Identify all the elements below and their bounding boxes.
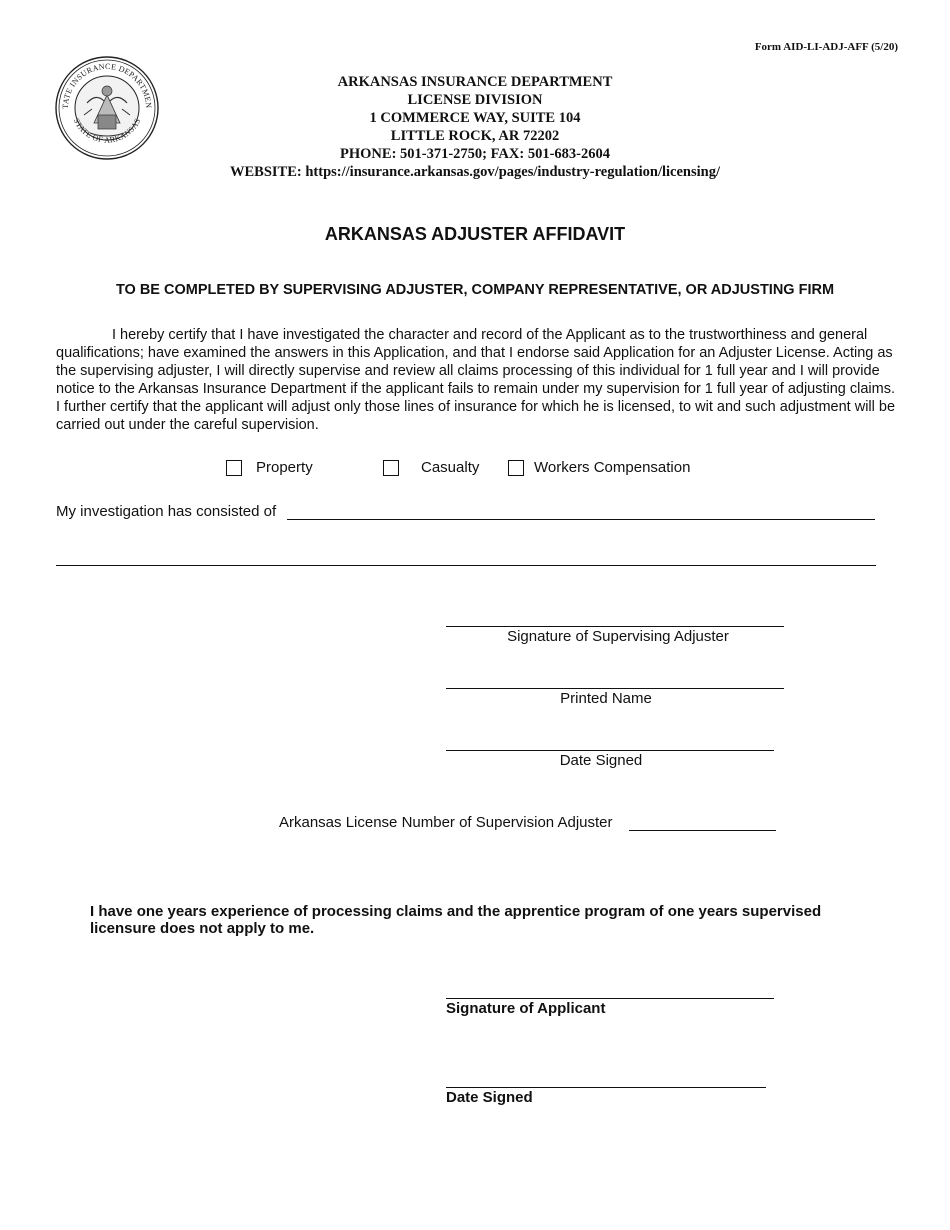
header-line-city: LITTLE ROCK, AR 72202 — [390, 128, 560, 144]
casualty-label: Casualty — [421, 459, 480, 476]
certification-paragraph: I hereby certify that I have investigated the character and record of the Applicant as to the trustworthiness and general qualifications; have examined the answers in this Application, and that I endorse said Application for an Adjuster License. Acting as the supervising adjuster, I will directly supervise and review all claims processing of this individual for 1 full year and I will provide notice to the Arkansas Insurance Department if the applicant fails to remain under my supervision for 1 full year of adjusting claims. I further certify that the applicant will adjust only those lines of insurance for which he is licensed, to wit and such adjustment will be carried out under the careful supervision. — [56, 327, 896, 433]
workers-comp-checkbox[interactable] — [508, 460, 524, 476]
header-line-phone: PHONE: 501-371-2750; FAX: 501-683-2604 — [340, 146, 610, 162]
applicant-date-label: Date Signed — [446, 1089, 533, 1106]
casualty-checkbox[interactable] — [383, 460, 399, 476]
page-subtitle: TO BE COMPLETED BY SUPERVISING ADJUSTER, COMPANY REPRESENTATIVE, OR ADJUSTING FIRM — [115, 282, 835, 298]
header-line-division: LICENSE DIVISION — [407, 92, 543, 108]
investigation-label: My investigation has consisted of — [56, 503, 277, 520]
header-line-department: ARKANSAS INSURANCE DEPARTMENT — [337, 74, 613, 90]
workers-comp-option[interactable] — [508, 459, 690, 476]
seal-bottom-text: STATE OF ARKANSAS — [71, 116, 143, 145]
header-line-address: 1 COMMERCE WAY, SUITE 104 — [369, 110, 581, 126]
casualty-option[interactable] — [383, 459, 479, 476]
header-line-website: WEBSITE: https://insurance.arkansas.gov/pages/industry-regulation/licensing/ — [230, 164, 720, 180]
license-number-label: Arkansas License Number of Supervision Adjuster — [279, 814, 613, 831]
supervisor-date-line[interactable] — [446, 750, 774, 751]
investigation-input-line-2[interactable] — [56, 565, 876, 566]
applicant-signature-line[interactable] — [446, 998, 774, 999]
applicant-signature-label: Signature of Applicant — [446, 1000, 606, 1017]
workers-comp-label: Workers Compensation — [534, 459, 691, 476]
supervisor-signature-line[interactable] — [446, 626, 784, 627]
property-option[interactable] — [226, 459, 313, 476]
supervisor-date-label: Date Signed — [559, 752, 643, 769]
license-number-line[interactable] — [629, 830, 776, 831]
printed-name-label: Printed Name — [560, 690, 652, 707]
form-id: Form AID-LI-ADJ-AFF (5/20) — [754, 41, 898, 53]
seal-top-text: TATE INSURANCE DEPARTMEN — [60, 61, 154, 109]
department-header — [0, 73, 950, 181]
experience-statement: I have one years experience of processing claims and the apprentice program of one years supervised licensure does not apply to me. — [90, 903, 822, 937]
printed-name-line[interactable] — [446, 688, 784, 689]
investigation-input-line-1[interactable] — [287, 519, 875, 520]
applicant-date-line[interactable] — [446, 1087, 766, 1088]
page-title: ARKANSAS ADJUSTER AFFIDAVIT — [324, 224, 626, 244]
supervisor-signature-label: Signature of Supervising Adjuster — [507, 628, 729, 645]
property-label: Property — [256, 459, 313, 476]
property-checkbox[interactable] — [226, 460, 242, 476]
